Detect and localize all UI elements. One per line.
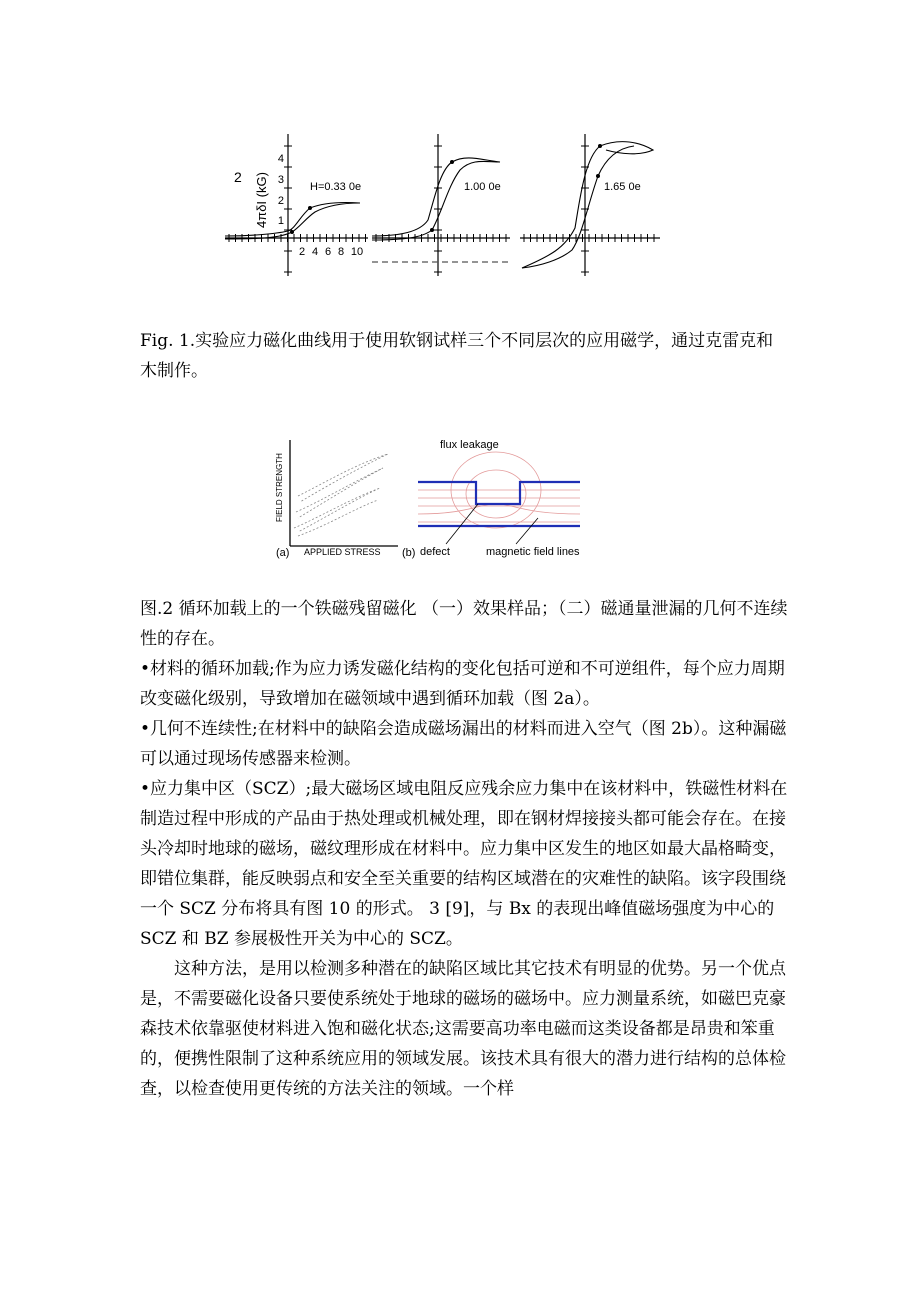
panel-a-cyclic-loops (294, 454, 388, 536)
figure-2-caption: 图.2 循环加载上的一个铁磁残留磁化 （一）效果样品；（二）磁通量泄漏的几何不连续性的存在。 (140, 599, 788, 649)
panel-a-xlabel: APPLIED STRESS (304, 547, 381, 557)
figure-2-diagram (268, 438, 608, 564)
panel-b-material-outline (418, 482, 580, 526)
panel-number: 2 (234, 169, 242, 185)
x-tick-8: 8 (337, 246, 345, 258)
bullet-stress-concentration-zone: •应力集中区（SCZ）;最大磁场区域电阻反应残余应力集中在该材料中，铁磁性材料在制造过程中形成的产品由于热处理或机械处理，即在钢材焊接接头都可能会存在。在接头冷却时地球的磁场，磁纹理形成在材料中。应力集中区发生的地区如最大晶格畸变，即错位集群，能反映弱点和安全至关重要的结构区域潜在的灾难性的缺陷。该字段围绕一个 SCZ 分布将具有图 10 的形式。 3 [9]，与 Bx 的表现出峰值磁场强度为中心的 SCZ 和 BZ 参展极性开关为中心的 SCZ。 (140, 779, 788, 949)
defect-label: defect (420, 546, 450, 558)
x-tick-10: 10 (350, 246, 364, 258)
body-text (140, 654, 790, 1104)
y-tick-1: 1 (277, 215, 284, 227)
y-tick-labels (278, 153, 284, 227)
method-advantage-paragraph: 这种方法，是用以检测多种潜在的缺陷区域比其它技术有明显的优势。另一个优点是，不需要磁化设备只要使系统处于地球的磁场的磁场中。应力测量系统，如磁巴克豪森技术依靠驱使材料进入饱和磁化状态;这需要高功率电磁而这类设备都是昂贵和笨重的，便携性限制了这种系统应用的领域发展。该技术具有很大的潜力进行结构的总体检查，以检查使用更传统的方法关注的领域。一个样 (140, 959, 786, 1099)
defect-pointer (446, 504, 478, 544)
panel3-curve-upper (522, 142, 653, 268)
magnetic-field-lines-label: magnetic field lines (486, 546, 580, 558)
x-tick-6: 6 (324, 246, 332, 258)
panel2-label: 1.00 0e (464, 181, 501, 193)
x-tick-4: 4 (311, 246, 319, 258)
y-tick-3: 3 (277, 174, 284, 186)
panel-b-tag: (b) (402, 547, 416, 559)
figure-1-caption: Fig. 1.实验应力磁化曲线用于使用软钢试样三个不同层次的应用磁学，通过克雷克和木制作。 (140, 331, 774, 381)
panel-a-tag: (a) (276, 547, 290, 559)
bullet-cyclic-loading: •材料的循环加载;作为应力诱发磁化结构的变化包括可逆和不可逆组件，每个应力周期改变磁化级别，导致增加在磁领域中遇到循环加载（图 2a）。 (140, 659, 785, 709)
bullet-geometric-discontinuity: •几何不连续性;在材料中的缺陷会造成磁场漏出的材料而进入空气（图 2b）。这种漏磁可以通过现场传感器来检测。 (140, 719, 787, 769)
panel1-label: H=0.33 0e (310, 181, 362, 193)
panel3-label: 1.65 0e (604, 181, 641, 193)
panel2-curve-lower (372, 161, 500, 240)
panel-a-ylabel: FIELD STRENGTH (275, 453, 284, 522)
y-tick-4: 4 (277, 153, 284, 165)
panel-b-field-lines (418, 452, 580, 528)
flux-leakage-label: flux leakage (440, 439, 499, 451)
panel2-curve-upper (372, 158, 500, 236)
x-tick-labels (299, 246, 363, 258)
y-tick-2: 2 (277, 195, 284, 207)
x-tick-2: 2 (298, 246, 306, 258)
y-axis-label: 4πδI (kG) (254, 172, 269, 228)
figure-1-magnetization-curves (220, 128, 668, 278)
